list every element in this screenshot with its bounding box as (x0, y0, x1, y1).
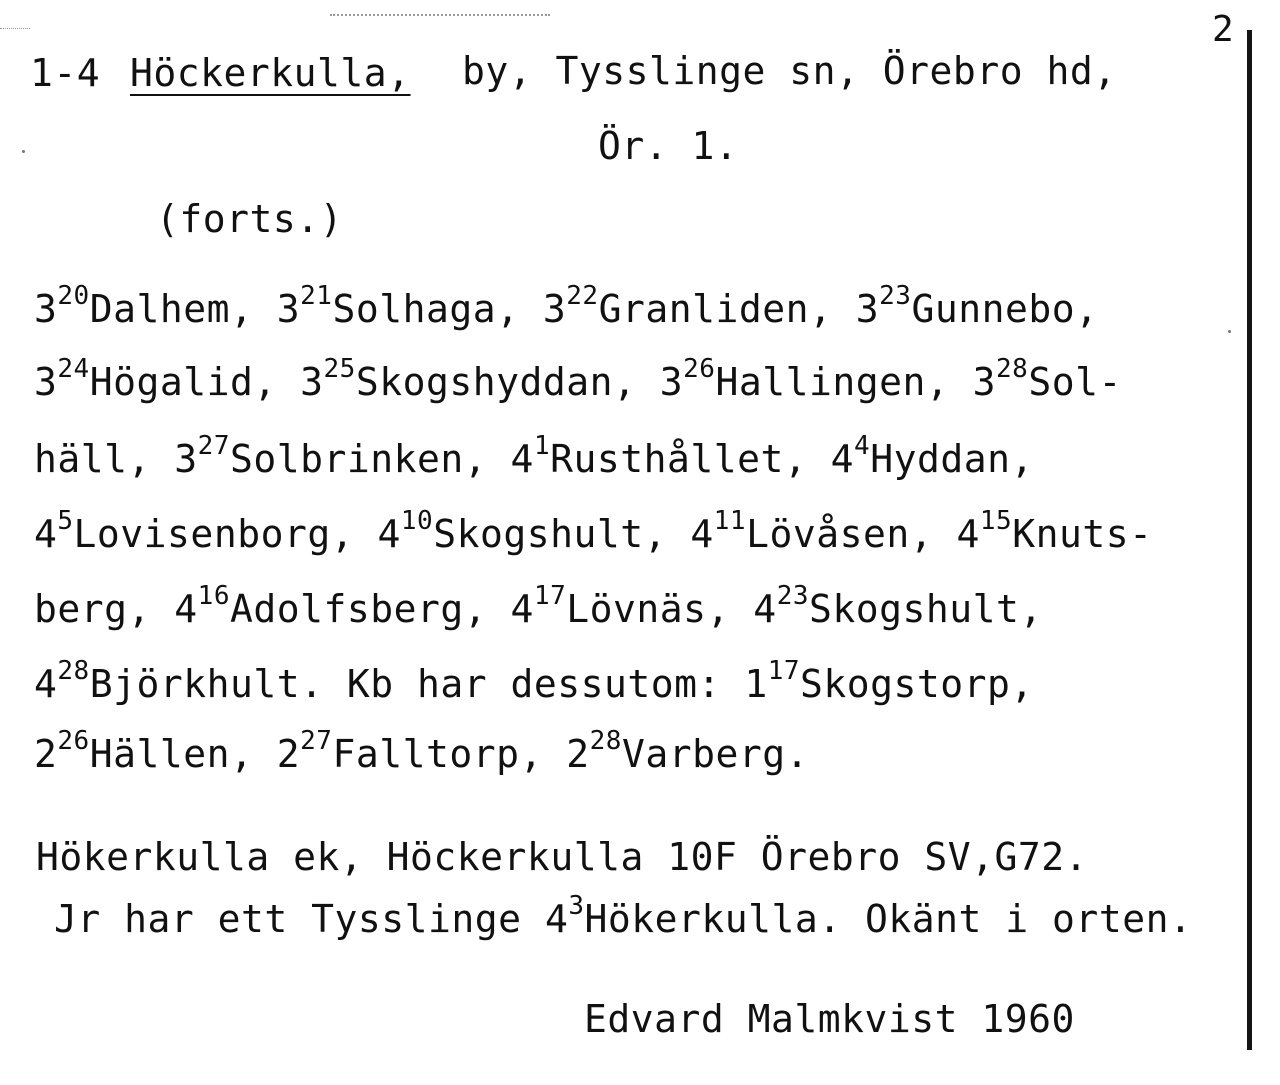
entry: Kb har dessutom: (346, 662, 721, 706)
entry: $3^{25}Skogshyddan$, (300, 354, 637, 404)
signature: Edvard Malmkvist 1960 (584, 997, 1075, 1041)
entry: $4^{16}Adolfsberg$, (174, 581, 488, 631)
entry: $4^{15}Knuts-$ (956, 506, 1153, 556)
entry: $4^{10}Skogshult$, (377, 506, 667, 556)
entry: $4^1Rusthållet$, (510, 431, 808, 481)
scan-artifact (0, 28, 30, 30)
header-code: Ör. 1. (598, 124, 739, 168)
entries-line-6 (34, 656, 1034, 706)
entry: häll, (34, 437, 151, 481)
entry: $3^{24}Högalid$, (34, 354, 277, 404)
entry: $3^{28}Sol-$ (972, 354, 1122, 404)
entry: $4^{17}Lövnäs$, (510, 581, 730, 631)
entry: $3^{21}Solhaga$, (276, 281, 520, 331)
entry: $2^{27}Falltorp$, (276, 726, 543, 776)
entry: $2^{26}Hällen$, (34, 726, 254, 776)
entry: berg, (34, 587, 151, 631)
note-line-2: Jr har ett Tysslinge $4^3Hökerkulla$. Okänt i orten. (54, 891, 1193, 941)
entry: $4^{28}Björkhult$. (34, 656, 324, 706)
scan-artifact (330, 14, 550, 18)
header-reference: 1-4 (30, 51, 101, 95)
entries-line-3 (34, 431, 1034, 481)
entry: $4^{23}Skogshult$, (753, 581, 1043, 631)
note-line-1: Hökerkulla ek, Höckerkulla 10F Örebro SV,G72. (36, 835, 1089, 879)
scan-speck (1228, 330, 1231, 333)
entry: $4^5Lovisenborg$, (34, 506, 355, 556)
entries-line-4 (34, 506, 1153, 556)
entries-line-7 (34, 726, 809, 776)
entry: $3^{26}Hallingen$, (659, 354, 950, 404)
entry: $1^{17}Skogstorp$, (744, 656, 1034, 706)
entry: $3^{23}Gunnebo$, (855, 281, 1099, 331)
header-place-name: Höckerkulla, (130, 51, 411, 95)
entry: $3^{20}Dalhem$, (34, 281, 254, 331)
entry: $4^4Hyddan$, (830, 431, 1034, 481)
header-description: by, Tysslinge sn, Örebro hd, (462, 49, 1117, 93)
page-number: 2 (1212, 9, 1235, 50)
entries-line-1 (34, 281, 1099, 331)
entry: $2^{28}Varberg$. (566, 726, 809, 776)
entries-line-2 (34, 354, 1122, 404)
card-edge (1247, 30, 1252, 1050)
entries-line-5 (34, 581, 1043, 631)
entry: $4^{11}Lövåsen$, (690, 506, 934, 556)
entry: $3^{22}Granliden$, (542, 281, 833, 331)
scan-speck (22, 150, 25, 153)
continuation-label: (forts.) (156, 197, 344, 241)
entry: $3^{27}Solbrinken$, (174, 431, 488, 481)
